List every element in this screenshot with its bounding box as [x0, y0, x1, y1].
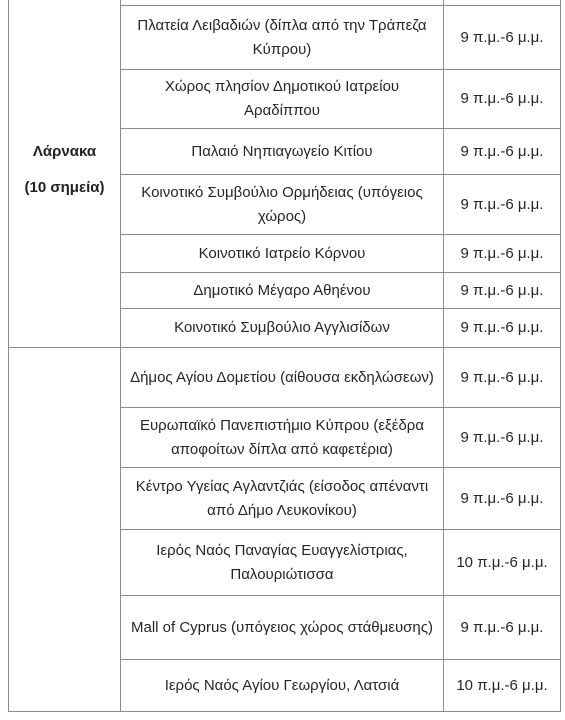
hours-cell: 9 π.μ.-6 μ.μ. — [444, 468, 561, 530]
location-cell: Κέντρο Υγείας Αγλαντζιάς (είσοδος απέναντι από Δήμο Λευκονίκου) — [121, 468, 444, 530]
hours-cell: 10 π.μ.-6 μ.μ. — [444, 530, 561, 596]
hours-cell: 9 π.μ.-6 μ.μ. — [444, 408, 561, 468]
location-cell: Παλαιό Νηπιαγωγείο Κιτίου — [121, 129, 444, 175]
location-cell: Δημοτικό Μέγαρο Αθηένου — [121, 273, 444, 309]
location-cell: Ευρωπαϊκό Πανεπιστήμιο Κύπρου (εξέδρα αποφοίτων δίπλα από καφετέρια) — [121, 408, 444, 468]
location-cell: Χώρος πλησίον Δημοτικού Ιατρείου Αραδίππου — [121, 70, 444, 129]
hours-cell: 9 π.μ.-6 μ.μ. — [444, 596, 561, 660]
location-cell: Ιερός Ναός Αγίου Γεωργίου, Λατσιά — [121, 660, 444, 712]
location-cell: Κοινοτικό Συμβούλιο Ορμήδειας (υπόγειος χώρος) — [121, 175, 444, 235]
testing-points-table — [8, 0, 561, 712]
region-point-count: (10 σημεία) — [24, 179, 105, 196]
hours-cell: 9 π.μ.-6 μ.μ. — [444, 309, 561, 348]
location-cell: Ιερός Ναός Παναγίας Ευαγγελίστριας, Παλουριώτισσα — [121, 530, 444, 596]
hours-cell: 9 π.μ.-6 μ.μ. — [444, 6, 561, 70]
location-cell: Κοινοτικό Ιατρείο Κόρνου — [121, 235, 444, 273]
location-cell: Δήμος Αγίου Δομετίου (αίθουσα εκδηλώσεων) — [121, 348, 444, 408]
table-body — [9, 0, 561, 712]
hours-cell: 9 π.μ.-6 μ.μ. — [444, 129, 561, 175]
table-row — [9, 348, 561, 408]
hours-cell: 10 π.μ.-6 μ.μ. — [444, 660, 561, 712]
hours-cell: 9 π.μ.-6 μ.μ. — [444, 175, 561, 235]
location-cell: Πλατεία Λειβαδιών (δίπλα από την Τράπεζα Κύπρου) — [121, 6, 444, 70]
hours-cell: 9 π.μ.-6 μ.μ. — [444, 348, 561, 408]
location-cell: Κοινοτικό Συμβούλιο Αγγλισίδων — [121, 309, 444, 348]
hours-cell: 9 π.μ.-6 μ.μ. — [444, 235, 561, 273]
hours-cell: 9 π.μ.-6 μ.μ. — [444, 70, 561, 129]
region-cell-larnaca — [9, 0, 121, 348]
testing-points-table-container — [8, 0, 560, 712]
region-name: Λάρνακα — [32, 143, 97, 160]
region-cell-second — [9, 348, 121, 712]
location-cell: Mall of Cyprus (υπόγειος χώρος στάθμευσης) — [121, 596, 444, 660]
hours-cell: 9 π.μ.-6 μ.μ. — [444, 273, 561, 309]
